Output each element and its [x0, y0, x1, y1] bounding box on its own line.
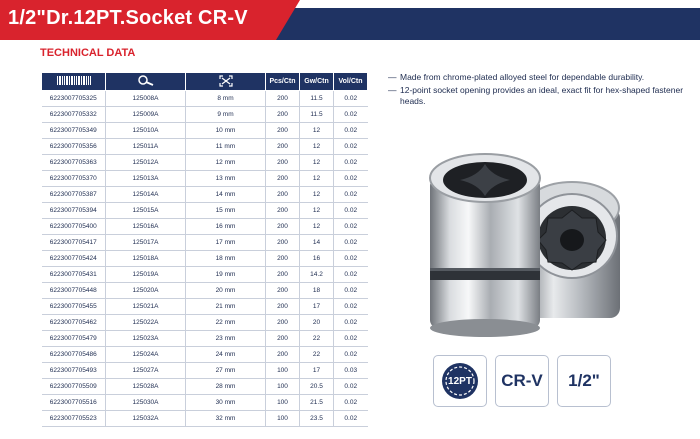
cell-code: 6223007705486 — [42, 347, 106, 363]
cell-size: 23 mm — [186, 331, 266, 347]
cell-item: 125032A — [106, 411, 186, 427]
front-socket — [430, 154, 540, 337]
table-body — [42, 91, 368, 427]
cell-size: 22 mm — [186, 315, 266, 331]
cell-size: 14 mm — [186, 187, 266, 203]
cell-vol: 0.02 — [334, 235, 368, 251]
cell-size: 32 mm — [186, 411, 266, 427]
badge-drive-label: 1/2" — [568, 371, 600, 390]
cell-pcs: 100 — [266, 363, 300, 379]
table-row — [42, 91, 368, 107]
cell-vol: 0.02 — [334, 299, 368, 315]
cell-pcs: 200 — [266, 91, 300, 107]
feature-list — [388, 72, 688, 109]
badge-12pt — [433, 355, 487, 407]
spec-table — [41, 72, 368, 427]
cell-gw: 11.5 — [300, 107, 334, 123]
col-header-gw: Gw/Ctn — [300, 73, 334, 91]
cell-item: 125021A — [106, 299, 186, 315]
table-row — [42, 411, 368, 427]
cell-size: 21 mm — [186, 299, 266, 315]
cell-size: 13 mm — [186, 171, 266, 187]
cell-pcs: 100 — [266, 411, 300, 427]
magnifier-icon — [137, 75, 155, 86]
cell-vol: 0.02 — [334, 203, 368, 219]
cell-item: 125022A — [106, 315, 186, 331]
cell-pcs: 200 — [266, 139, 300, 155]
cell-size: 19 mm — [186, 267, 266, 283]
cell-pcs: 200 — [266, 219, 300, 235]
cell-pcs: 200 — [266, 283, 300, 299]
cell-code: 6223007705387 — [42, 187, 106, 203]
cell-gw: 20 — [300, 315, 334, 331]
cell-size: 16 mm — [186, 219, 266, 235]
col-header-code — [42, 73, 106, 91]
cell-code: 6223007705349 — [42, 123, 106, 139]
cell-gw: 12 — [300, 219, 334, 235]
cell-gw: 17 — [300, 363, 334, 379]
cell-code: 6223007705363 — [42, 155, 106, 171]
col-header-item — [106, 73, 186, 91]
cell-vol: 0.02 — [334, 187, 368, 203]
table-row — [42, 203, 368, 219]
cell-vol: 0.02 — [334, 155, 368, 171]
table-row — [42, 235, 368, 251]
cell-code: 6223007705462 — [42, 315, 106, 331]
feature-item — [388, 72, 688, 83]
cell-code: 6223007705325 — [42, 91, 106, 107]
cell-item: 125020A — [106, 283, 186, 299]
section-title: TECHNICAL DATA — [40, 47, 136, 59]
cell-code: 6223007705394 — [42, 203, 106, 219]
cell-item: 125017A — [106, 235, 186, 251]
cell-pcs: 200 — [266, 331, 300, 347]
cell-vol: 0.02 — [334, 171, 368, 187]
cell-item: 125030A — [106, 395, 186, 411]
cell-gw: 12 — [300, 187, 334, 203]
cell-item: 125008A — [106, 91, 186, 107]
cell-pcs: 200 — [266, 267, 300, 283]
cell-size: 18 mm — [186, 251, 266, 267]
cell-pcs: 200 — [266, 187, 300, 203]
cell-size: 12 mm — [186, 155, 266, 171]
cell-vol: 0.02 — [334, 219, 368, 235]
feature-text: Made from chrome-plated alloyed steel for dependable durability. — [400, 72, 645, 82]
cell-code: 6223007705356 — [42, 139, 106, 155]
table-row — [42, 347, 368, 363]
cell-item: 125027A — [106, 363, 186, 379]
cell-item: 125023A — [106, 331, 186, 347]
cell-pcs: 200 — [266, 171, 300, 187]
cell-code: 6223007705431 — [42, 267, 106, 283]
cell-pcs: 200 — [266, 315, 300, 331]
page-title: 1/2"Dr.12PT.Socket CR-V — [8, 7, 248, 29]
table-header-row — [42, 73, 368, 91]
cell-item: 125018A — [106, 251, 186, 267]
cell-code: 6223007705400 — [42, 219, 106, 235]
cell-gw: 17 — [300, 299, 334, 315]
cell-size: 11 mm — [186, 139, 266, 155]
table-row — [42, 123, 368, 139]
cell-size: 10 mm — [186, 123, 266, 139]
table-row — [42, 171, 368, 187]
cell-gw: 22 — [300, 331, 334, 347]
cell-gw: 22 — [300, 347, 334, 363]
cell-gw: 12 — [300, 203, 334, 219]
cell-item: 125014A — [106, 187, 186, 203]
cell-code: 6223007705455 — [42, 299, 106, 315]
badge-crv-label: CR-V — [501, 371, 543, 390]
cell-pcs: 100 — [266, 379, 300, 395]
table-row — [42, 107, 368, 123]
cell-pcs: 200 — [266, 347, 300, 363]
feature-item — [388, 85, 688, 107]
cell-code: 6223007705332 — [42, 107, 106, 123]
cell-vol: 0.02 — [334, 107, 368, 123]
cell-code: 6223007705516 — [42, 395, 106, 411]
cell-item: 125028A — [106, 379, 186, 395]
cell-gw: 21.5 — [300, 395, 334, 411]
cell-pcs: 200 — [266, 107, 300, 123]
cell-gw: 12 — [300, 171, 334, 187]
cell-gw: 12 — [300, 123, 334, 139]
cell-gw: 14.2 — [300, 267, 334, 283]
cell-pcs: 200 — [266, 299, 300, 315]
badge-drive — [557, 355, 611, 407]
cell-vol: 0.03 — [334, 363, 368, 379]
cell-size: 28 mm — [186, 379, 266, 395]
cell-gw: 11.5 — [300, 91, 334, 107]
cell-size: 9 mm — [186, 107, 266, 123]
cell-pcs: 200 — [266, 155, 300, 171]
cell-item: 125013A — [106, 171, 186, 187]
cell-item: 125012A — [106, 155, 186, 171]
cell-pcs: 100 — [266, 395, 300, 411]
col-header-vol: Vol/Ctn — [334, 73, 368, 91]
table-row — [42, 363, 368, 379]
cell-pcs: 200 — [266, 123, 300, 139]
cell-gw: 23.5 — [300, 411, 334, 427]
cell-code: 6223007705424 — [42, 251, 106, 267]
cell-vol: 0.02 — [334, 91, 368, 107]
cell-vol: 0.02 — [334, 411, 368, 427]
cell-code: 6223007705523 — [42, 411, 106, 427]
cell-size: 17 mm — [186, 235, 266, 251]
header-bar — [0, 0, 700, 40]
cell-code: 6223007705370 — [42, 171, 106, 187]
cell-code: 6223007705479 — [42, 331, 106, 347]
cell-size: 20 mm — [186, 283, 266, 299]
cell-code: 6223007705493 — [42, 363, 106, 379]
cell-vol: 0.02 — [334, 139, 368, 155]
table-row — [42, 283, 368, 299]
cell-size: 24 mm — [186, 347, 266, 363]
cell-item: 125016A — [106, 219, 186, 235]
cell-vol: 0.02 — [334, 251, 368, 267]
cell-vol: 0.02 — [334, 267, 368, 283]
cell-code: 6223007705448 — [42, 283, 106, 299]
cell-size: 30 mm — [186, 395, 266, 411]
cell-code: 6223007705509 — [42, 379, 106, 395]
table-row — [42, 379, 368, 395]
cell-item: 125009A — [106, 107, 186, 123]
cell-item: 125019A — [106, 267, 186, 283]
table-row — [42, 219, 368, 235]
table-row — [42, 139, 368, 155]
cell-vol: 0.02 — [334, 331, 368, 347]
feature-dash: — — [388, 85, 397, 95]
cell-vol: 0.02 — [334, 347, 368, 363]
cell-gw: 16 — [300, 251, 334, 267]
cell-item: 125015A — [106, 203, 186, 219]
cell-pcs: 200 — [266, 203, 300, 219]
table-row — [42, 315, 368, 331]
cell-vol: 0.02 — [334, 379, 368, 395]
table-row — [42, 299, 368, 315]
cell-code: 6223007705417 — [42, 235, 106, 251]
feature-text: 12-point socket opening provides an ideal, exact fit for hex-shaped fastener heads. — [400, 85, 684, 106]
socket-product-image — [410, 148, 630, 338]
cell-pcs: 200 — [266, 251, 300, 267]
cell-vol: 0.02 — [334, 123, 368, 139]
table-row — [42, 251, 368, 267]
col-header-pcs: Pcs/Ctn — [266, 73, 300, 91]
table-row — [42, 395, 368, 411]
table-row — [42, 267, 368, 283]
cell-gw: 20.5 — [300, 379, 334, 395]
cell-vol: 0.02 — [334, 283, 368, 299]
cell-gw: 12 — [300, 139, 334, 155]
table-row — [42, 187, 368, 203]
cell-item: 125010A — [106, 123, 186, 139]
col-header-size — [186, 73, 266, 91]
badge-12pt-label: 12PT — [448, 376, 472, 387]
badge-crv — [495, 355, 549, 407]
barcode-icon — [57, 76, 91, 85]
cell-size: 27 mm — [186, 363, 266, 379]
expand-arrows-icon — [219, 75, 233, 87]
cell-size: 8 mm — [186, 91, 266, 107]
table-row — [42, 155, 368, 171]
feature-dash: — — [388, 72, 397, 82]
cell-vol: 0.02 — [334, 395, 368, 411]
cell-gw: 18 — [300, 283, 334, 299]
cell-item: 125024A — [106, 347, 186, 363]
cell-gw: 12 — [300, 155, 334, 171]
cell-vol: 0.02 — [334, 315, 368, 331]
cell-size: 15 mm — [186, 203, 266, 219]
cell-pcs: 200 — [266, 235, 300, 251]
cell-item: 125011A — [106, 139, 186, 155]
cell-gw: 14 — [300, 235, 334, 251]
table-row — [42, 331, 368, 347]
